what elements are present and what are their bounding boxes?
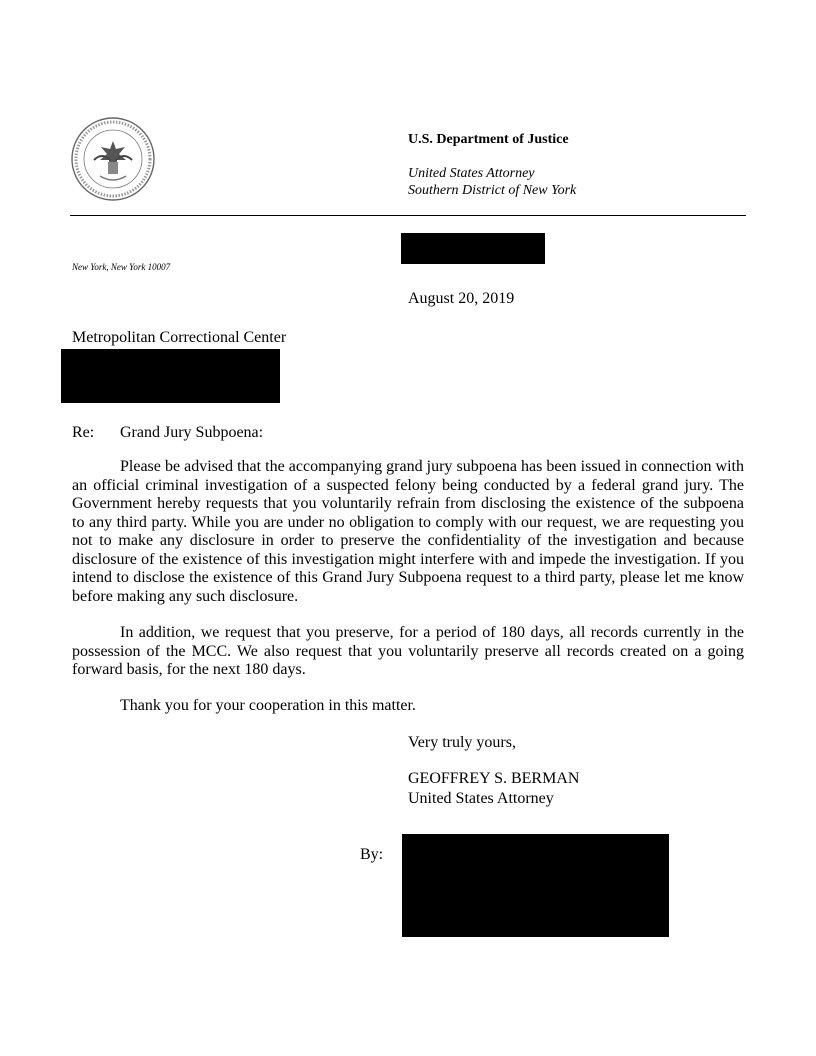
redaction-box-header [401,233,545,264]
agency-name: U.S. Department of Justice [408,132,569,147]
body-paragraph-3: Thank you for your cooperation in this matter. [120,697,416,714]
recipient-name: Metropolitan Correctional Center [72,329,287,346]
signer-title: United States Attorney [408,790,554,807]
office-title: United States Attorney [408,166,535,181]
city-address: New York, New York 10007 [72,262,171,272]
office-district: Southern District of New York [408,183,577,198]
subject-label: Re: [72,424,95,441]
body-paragraph-2: In addition, we request that you preserve, for a period of 180 days, all records currently in the possession of the MCC. We also request that you voluntarily preserve all records created on a going forward basis, for the next 180 days. [72,624,744,678]
redaction-box-signature [402,834,669,937]
letter-date: August 20, 2019 [408,290,515,307]
doj-seal-logo [70,116,156,202]
body-paragraph-1: Please be advised that the accompanying grand jury subpoena has been issued in connection with an official criminal investigation of a suspected felony being conducted by a federal grand jury. The Government hereby requests that you voluntarily refrain from disclosing the existence of the subpoena to any third party. While you are under no obligation to comply with our request, we are requesting you not to make any disclosure in order to preserve the confidentiality of the investigation and because disclosure of the existence of this investigation might interfere with and impede the investigation. If you intend to disclose the existence of this Grand Jury Subpoena request to a third party, please let me know before making any such disclosure. [72,458,744,605]
redaction-box-recipient-address [61,349,280,403]
signer-name: GEOFFREY S. BERMAN [408,770,580,787]
subject-text: Grand Jury Subpoena: [120,424,264,441]
letterhead-divider [70,215,746,216]
by-label: By: [360,846,384,863]
closing-salutation: Very truly yours, [408,734,516,751]
